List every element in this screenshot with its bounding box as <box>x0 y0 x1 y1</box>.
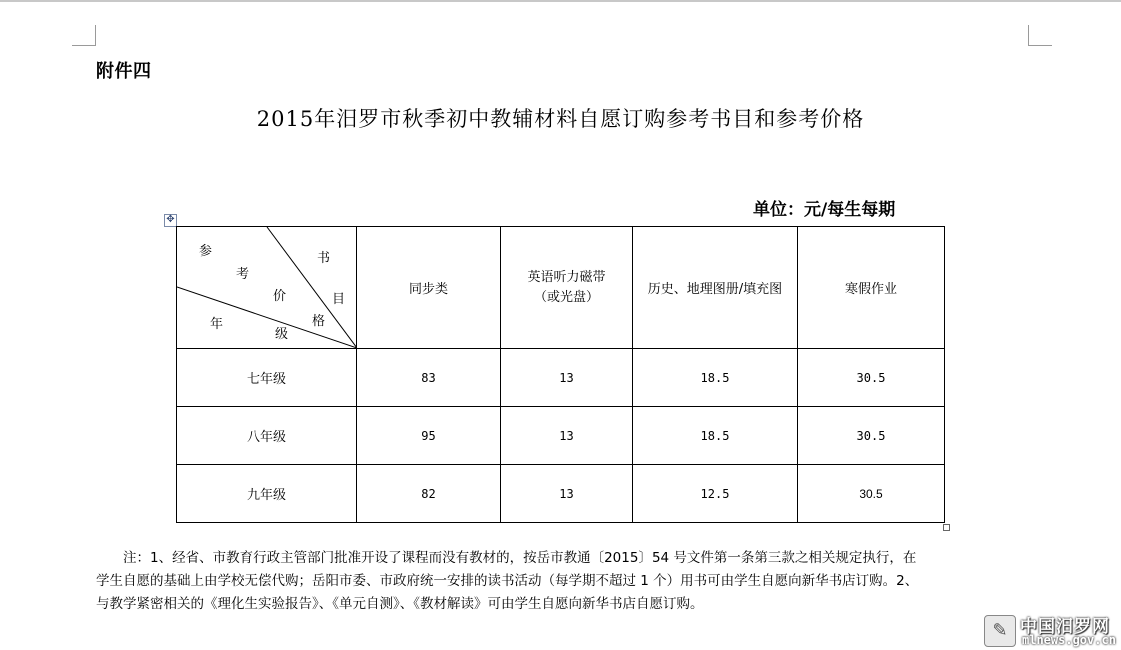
corner-char: 考 <box>236 267 250 282</box>
corner-char: 目 <box>332 292 346 307</box>
price-cell: 30.5 <box>798 407 945 465</box>
column-header-line: （或光盘） <box>533 289 599 305</box>
table-move-handle-icon[interactable]: ✥ <box>164 214 177 227</box>
price-cell: 13 <box>501 349 633 407</box>
grade-cell: 八年级 <box>177 407 357 465</box>
column-header-sync: 同步类 <box>357 227 501 349</box>
margin-corner-mark <box>95 25 96 45</box>
margin-corner-mark <box>72 45 96 46</box>
price-cell: 95 <box>357 407 501 465</box>
site-logo-icon: ✎ <box>984 615 1016 647</box>
corner-char: 价 <box>273 289 287 304</box>
corner-char: 参 <box>199 244 213 259</box>
column-header-atlas: 历史、地理图册/填充图 <box>633 227 798 349</box>
table-resize-handle[interactable] <box>943 524 950 531</box>
corner-char: 级 <box>275 327 289 342</box>
table-row <box>177 349 945 407</box>
price-cell: 82 <box>357 465 501 523</box>
corner-char: 书 <box>317 251 331 266</box>
table-row <box>177 407 945 465</box>
margin-corner-mark <box>1028 45 1052 46</box>
price-cell: 13 <box>501 407 633 465</box>
table-header-row <box>177 227 945 349</box>
document-title: 2015年汨罗市秋季初中教辅材料自愿订购参考书目和参考价格 <box>256 107 865 131</box>
window-top-border <box>0 0 1121 2</box>
column-header-english-tape <box>501 227 633 349</box>
corner-char: 年 <box>210 317 224 332</box>
site-watermark <box>984 612 1118 648</box>
price-table <box>176 226 945 523</box>
table-row <box>177 465 945 523</box>
price-cell: 18.5 <box>633 407 798 465</box>
price-cell: 30.5 <box>798 465 945 523</box>
watermark-name: 中国汨罗网 <box>1020 617 1110 637</box>
price-cell: 12.5 <box>633 465 798 523</box>
margin-corner-mark <box>1028 25 1029 45</box>
footnote-paragraph: 注：1、经省、市教育行政主管部门批准开设了课程而没有教材的，按岳市教通〔2015〕54 号文件第一条第三款之相关规定执行，在学生自愿的基础上由学校无偿代购；岳阳市委、市政府统一安排的读书活动（每学期不超过 1 个）用书可由学生自愿向新华书店订购。2、与教学紧密相关的《理化生实验报告》、《单元自测》、《教材解读》可由学生自愿向新华书店自愿订购。 <box>96 550 919 612</box>
price-cell: 13 <box>501 465 633 523</box>
price-cell: 30.5 <box>798 349 945 407</box>
column-header-winter-homework: 寒假作业 <box>798 227 945 349</box>
column-header-line: 英语听力磁带 <box>527 269 606 285</box>
unit-label: 单位：元/每生每期 <box>753 200 896 220</box>
diagonal-header-cell <box>177 227 357 349</box>
price-cell: 83 <box>357 349 501 407</box>
grade-cell: 七年级 <box>177 349 357 407</box>
price-cell: 18.5 <box>633 349 798 407</box>
watermark-domain: mlnews.gov.cn <box>1022 633 1116 647</box>
corner-char: 格 <box>312 314 326 329</box>
grade-cell: 九年级 <box>177 465 357 523</box>
attachment-label: 附件四 <box>96 61 152 82</box>
